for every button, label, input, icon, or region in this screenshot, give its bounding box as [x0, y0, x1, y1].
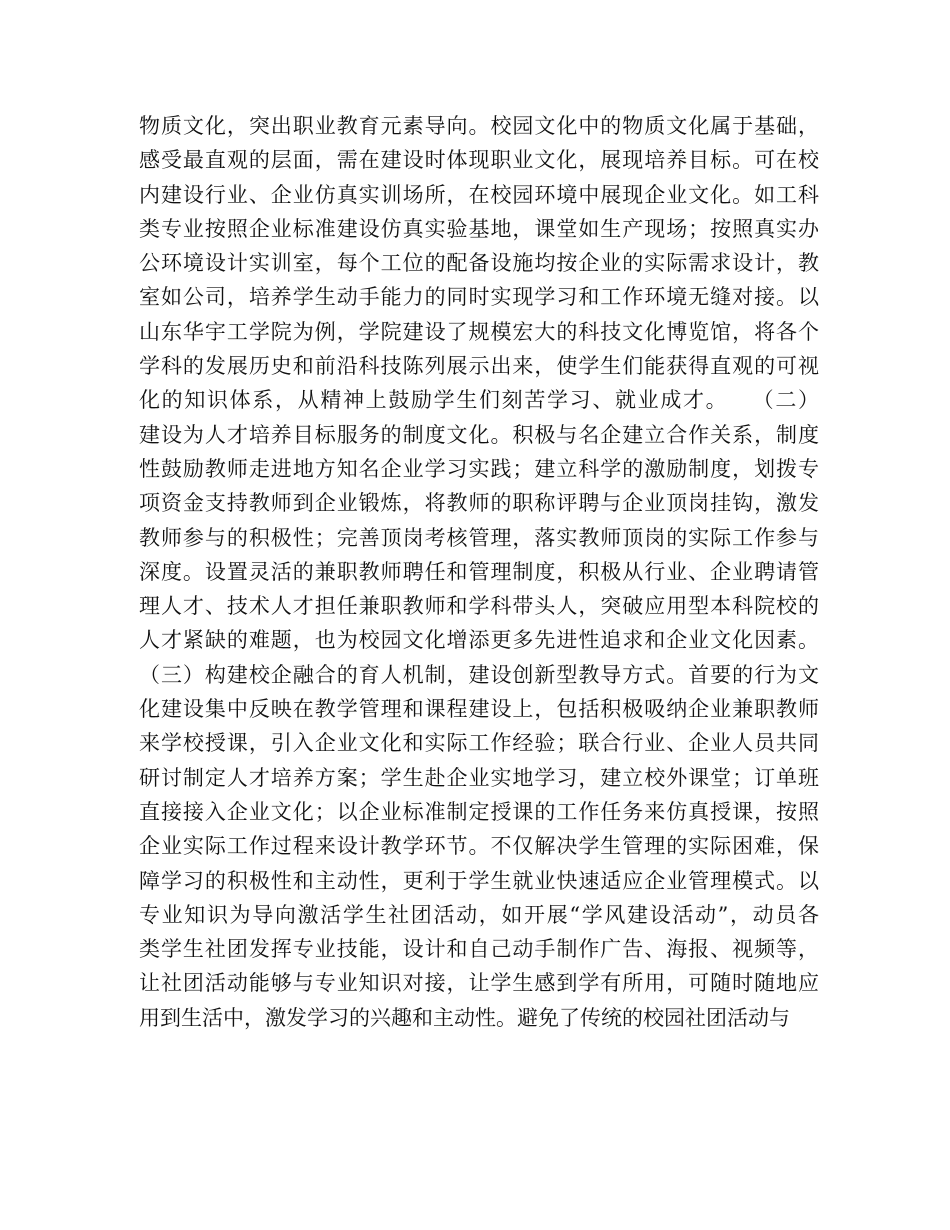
text-line: 室如公司，培养学生动手能力的同时实现学习和工作环境无缝对接。以: [139, 285, 819, 310]
text-line: 研讨制定人才培养方案；学生赴企业实地学习，建立校外课堂；订单班: [139, 765, 819, 790]
text-line: 深度。设置灵活的兼职教师聘任和管理制度，积极从行业、企业聘请管: [139, 559, 819, 584]
text-line: 公环境设计实训室，每个工位的配备设施均按企业的实际需求设计，教: [139, 251, 819, 276]
body-text: [139, 109, 819, 1035]
text-line: 学科的发展历史和前沿科技陈列展示出来，使学生们能获得直观的可视: [139, 354, 819, 379]
text-line: 类学生社团发挥专业技能，设计和自己动手制作广告、海报、视频等，: [139, 937, 819, 962]
text-line: 化的知识体系，从精神上鼓励学生们刻苦学习、就业成才。 （二）: [139, 388, 819, 413]
text-line: 项资金支持教师到企业锻炼，将教师的职称评聘与企业顶岗挂钩，激发: [139, 491, 819, 516]
text-line: 让社团活动能够与专业知识对接，让学生感到学有所用，可随时随地应: [139, 971, 819, 996]
text-line: 性鼓励教师走进地方知名企业学习实践；建立科学的激励制度，划拨专: [139, 456, 819, 481]
text-line: 类专业按照企业标准建设仿真实验基地，课堂如生产现场；按照真实办: [139, 216, 819, 241]
text-line: 建设为人才培养目标服务的制度文化。积极与名企建立合作关系，制度: [139, 422, 819, 447]
text-line: 专业知识为导向激活学生社团活动，如开展“学风建设活动”，动员各: [139, 902, 819, 927]
text-line: 物质文化，突出职业教育元素导向。校园文化中的物质文化属于基础，: [139, 114, 819, 138]
text-line: 用到生活中，激发学习的兴趣和主动性。避免了传统的校园社团活动与: [139, 1005, 790, 1030]
text-line: 人才紧缺的难题，也为校园文化增添更多先进性追求和企业文化因素。: [139, 628, 819, 653]
text-line: 化建设集中反映在教学管理和课程建设上，包括积极吸纳企业兼职教师: [139, 697, 819, 722]
text-line: 企业实际工作过程来设计教学环节。不仅解决学生管理的实际困难，保: [139, 834, 819, 859]
text-line: 内建设行业、企业仿真实训场所，在校园环境中展现企业文化。如工科: [139, 182, 819, 207]
text-line: 山东华宇工学院为例，学院建设了规模宏大的科技文化博览馆，将各个: [139, 319, 819, 344]
text-line: 教师参与的积极性；完善顶岗考核管理，落实教师顶岗的实际工作参与: [139, 525, 819, 550]
text-line: 直接接入企业文化；以企业标准制定授课的工作任务来仿真授课，按照: [139, 799, 819, 824]
text-line: 障学习的积极性和主动性，更利于学生就业快速适应企业管理模式。以: [139, 868, 819, 893]
text-line: 理人才、技术人才担任兼职教师和学科带头人，突破应用型本科院校的: [139, 594, 819, 619]
text-line: 感受最直观的层面，需在建设时体现职业文化，展现培养目标。可在校: [139, 148, 819, 173]
text-line: （三）构建校企融合的育人机制，建设创新型教导方式。首要的行为文: [139, 662, 819, 687]
text-line: 来学校授课，引入企业文化和实际工作经验；联合行业、企业人员共同: [139, 731, 819, 756]
